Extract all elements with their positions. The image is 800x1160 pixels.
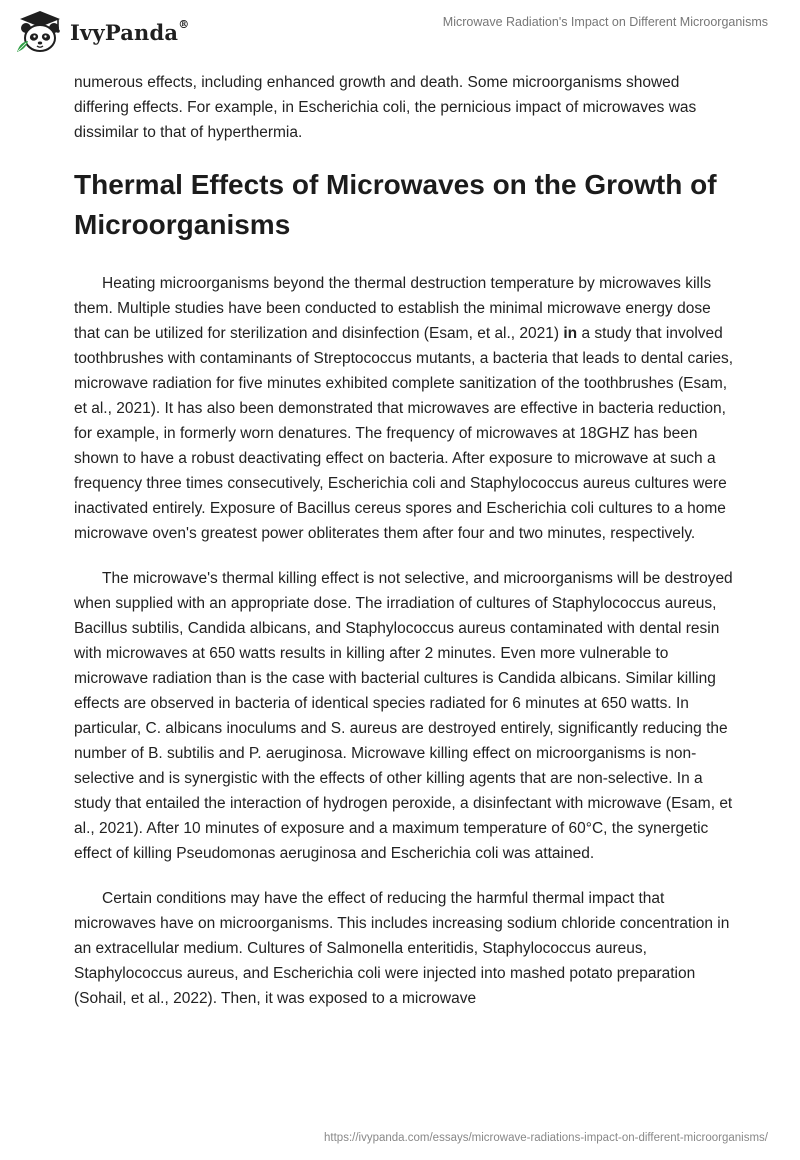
section-heading: Thermal Effects of Microwaves on the Growth of Microorganisms	[74, 169, 717, 240]
source-url[interactable]: https://ivypanda.com/essays/microwave-radiations-impact-on-different-microorganisms/	[324, 1132, 768, 1144]
body-paragraph-2: The microwave's thermal killing effect is not selective, and microorganisms will be destroyed when supplied with an appropriate dose. The irradiation of cultures of Staphylococcus aureus, Bacillus subtilis, Candida albicans, and Staphylococcus aureus contaminated with dental resin with microwaves at 650 watts results in killing after 2 minutes. Even more vulnerable to microwave radiation than is the case with bacterial cultures is Candida albicans. Similar killing effects are observed in bacteria of identical species radiated for 6 minutes at 650 watts. In particular, C. albicans inoculums and S. aureus are destroyed entirely, significantly reducing the number of B. subtilis and P. aeruginosa. Microwave killing effect on microorganisms is non-selective and is synergistic with the effects of other killing agents that are non-selective. In a study that entailed the interaction of hydrogen peroxide, a disinfectant with microwave (Esam, et al., 2021). After 10 minutes of exposure and a maximum temperature of 60°C, the synergetic effect of killing Pseudomonas aeruginosa and Escherichia coli was attained.	[74, 570, 733, 862]
body-paragraph-3: Certain conditions may have the effect of reducing the harmful thermal impact that microwaves have on microorganisms. This includes increasing sodium chloride concentration in an extracellular medium. Cultures of Salmonella enteritidis, Staphylococcus aureus, Staphylococcus aureus, and Escherichia coli were injected into mashed potato preparation (Sohail, et al., 2022). Then, it was exposed to a microwave	[74, 890, 730, 1007]
brand-name: IvyPanda®	[70, 17, 190, 45]
registered-mark: ®	[178, 17, 190, 31]
bold-word: in	[563, 325, 578, 342]
ivypanda-logo[interactable]	[14, 8, 189, 56]
document-title: Microwave Radiation's Impact on Different Microorganisms	[442, 15, 768, 29]
body-paragraph-1: Heating microorganisms beyond the thermal destruction temperature by microwaves kills them. Multiple studies have been conducted to establish the minimal microwave energy dose that can be utilized for sterilization and disinfection (Esam, et al., 2021) in a study that involved toothbrushes with contaminants of Streptococcus mutants, a bacteria that leads to dental caries, microwave radiation for five minutes exhibited complete sanitization of the toothbrushes (Esam, et al., 2021). It has also been demonstrated that microwaves are effective in bacteria reduction, for example, in formerly worn denatures. The frequency of microwaves at 18GHZ has been shown to have a robust deactivating effect on bacteria. After exposure to microwave at such a frequency three times consecutively, Escherichia coli and Staphylococcus aureus cultures were inactivated entirely. Exposure of Bacillus cereus spores and Escherichia coli cultures to a home microwave oven's greatest power obliterates them after four and two minutes, respectively.	[74, 275, 734, 542]
essay-content	[74, 70, 734, 1031]
intro-paragraph: numerous effects, including enhanced growth and death. Some microorganisms showed differing effects. For example, in Escherichia coli, the pernicious impact of microwaves was dissimilar to that of hyperthermia.	[74, 74, 697, 141]
page-header	[0, 0, 800, 64]
panda-graduate-icon	[14, 8, 66, 56]
